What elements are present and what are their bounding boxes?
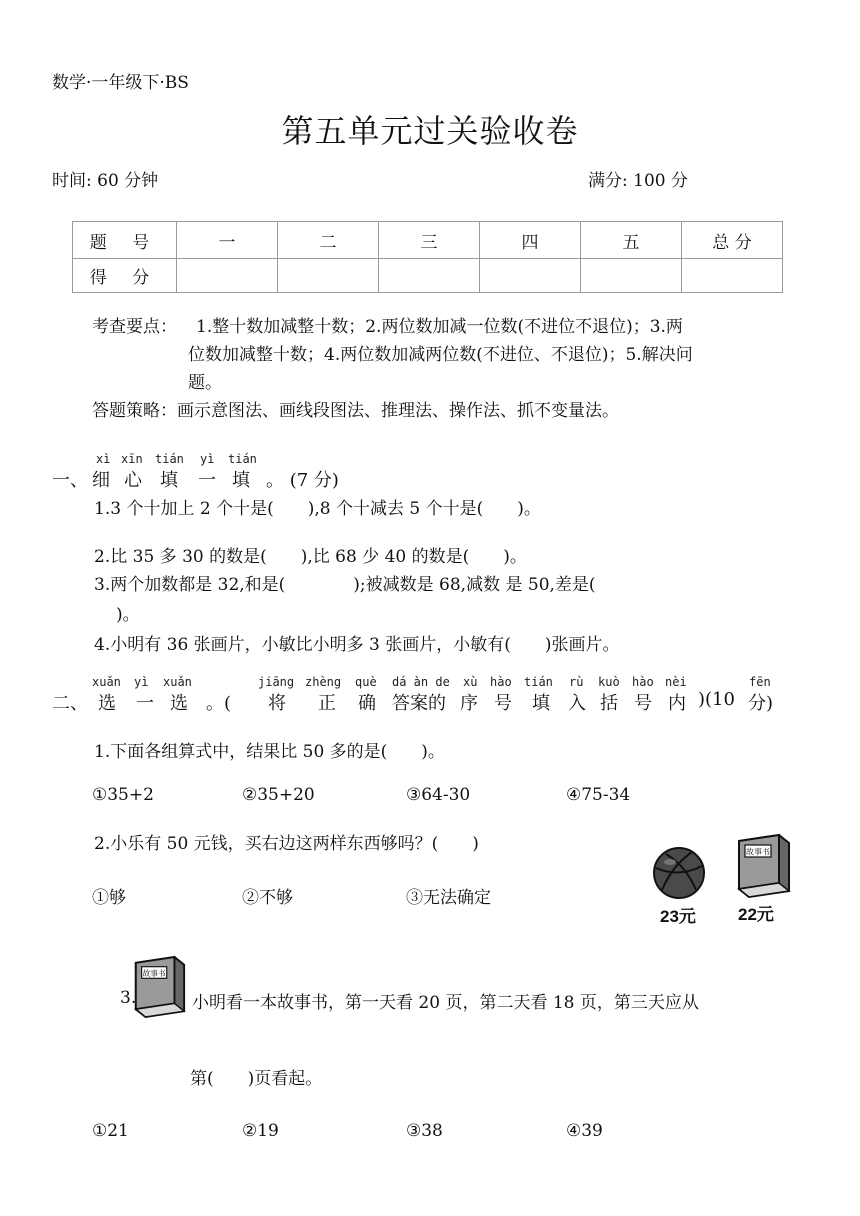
question-2-3: 小明看一本故事书，第一天看 20 页，第二天看 18 页，第三天应从: [192, 993, 699, 1013]
section-char: )(10: [698, 689, 735, 710]
requirements-line: 题。: [188, 373, 222, 393]
option[interactable]: ①35+2: [92, 785, 154, 805]
book-price: 22元: [738, 905, 774, 924]
option[interactable]: ②不够: [242, 888, 293, 908]
section-char: 。(: [206, 693, 232, 714]
section-char: 心: [124, 470, 142, 491]
section-char: 细: [92, 470, 110, 491]
subject-line: 数学·一年级下·BS: [52, 73, 189, 93]
question-2-1: 1.下面各组算式中，结果比 50 多的是( )。: [94, 742, 445, 762]
question-2-2: 2.小乐有 50 元钱，买右边这两样东西够吗？( ): [94, 834, 479, 854]
ball-price: 23元: [660, 907, 696, 926]
strategy-line: 答题策略：画示意图法、画线段图法、推理法、操作法、抓不变量法。: [92, 401, 619, 421]
pinyin: tián: [155, 452, 184, 466]
question-1-2: 2.比 35 多 30 的数是( ),比 68 少 40 的数是( )。: [94, 547, 527, 567]
section-char: 号: [494, 693, 512, 714]
question-1-1: 1.3 个十加上 2 个十是( ),8 个十减去 5 个十是( )。: [94, 499, 541, 519]
section-char: 填: [232, 470, 250, 491]
score-input-cell[interactable]: [682, 259, 783, 293]
exam-time: 时间: 60 分钟: [52, 171, 159, 191]
score-header-cell: 题 号: [73, 222, 177, 259]
score-header-cell: 四: [480, 222, 581, 259]
pinyin: fēn: [749, 675, 771, 689]
pinyin: hào: [632, 675, 654, 689]
full-score: 满分: 100 分: [588, 171, 688, 191]
section-char: 填: [532, 693, 550, 714]
option[interactable]: ③38: [406, 1121, 443, 1141]
score-header-cell: 五: [581, 222, 682, 259]
story-book-icon: [733, 833, 793, 899]
section-char: 选: [170, 693, 188, 714]
section-char: 一: [198, 470, 216, 491]
pinyin: tián: [524, 675, 553, 689]
pinyin: xīn: [121, 452, 143, 466]
pinyin: xuǎn: [163, 675, 192, 689]
section-points: 。 (7 分): [266, 470, 339, 491]
section-char: 内: [668, 693, 686, 714]
pinyin: què: [355, 675, 377, 689]
option[interactable]: ③无法确定: [406, 888, 491, 908]
score-input-cell[interactable]: [278, 259, 379, 293]
section-char: 确: [358, 693, 376, 714]
score-input-cell[interactable]: [177, 259, 278, 293]
pinyin: kuò: [598, 675, 620, 689]
pinyin: dá àn de: [392, 675, 450, 689]
question-1-3: 3.两个加数都是 32,和是( );被减数是 68,减数 是 50,差是(: [94, 575, 596, 595]
section-char: 正: [318, 693, 336, 714]
section-char: 答案的: [392, 693, 446, 714]
option[interactable]: ④39: [566, 1121, 603, 1141]
requirements-label: 考查要点：: [92, 317, 177, 337]
score-header-cell: 三: [379, 222, 480, 259]
pinyin: tián: [228, 452, 257, 466]
pinyin: zhèng: [305, 675, 342, 689]
pinyin: hào: [490, 675, 512, 689]
book-cover-label: 故事书: [746, 847, 770, 857]
question-1-3-tail: )。: [116, 605, 140, 625]
section-char: 号: [634, 693, 652, 714]
question-2-3-number: 3.: [120, 988, 137, 1008]
score-input-cell[interactable]: [379, 259, 480, 293]
question-1-4: 4.小明有 36 张画片，小敏比小明多 3 张画片，小敏有( )张画片。: [94, 635, 620, 655]
score-header-cell: 二: [278, 222, 379, 259]
section-number: 二、: [52, 693, 88, 714]
section-char: 括: [600, 693, 618, 714]
pinyin: nèi: [665, 675, 687, 689]
pinyin: yì: [200, 452, 215, 466]
pinyin: xì: [96, 452, 111, 466]
section-char: 分): [748, 693, 774, 714]
section-char: 填: [160, 470, 178, 491]
option[interactable]: ④75-34: [566, 785, 631, 805]
score-table: [72, 221, 783, 293]
score-row-label: 得 分: [73, 259, 177, 293]
pinyin: xuǎn: [92, 675, 121, 689]
pinyin: xù: [463, 675, 478, 689]
page-title: 第五单元过关验收卷: [281, 112, 579, 150]
requirements-line: 1.整十数加减整十数；2.两位数加减一位数(不进位不退位)；3.两: [196, 317, 683, 337]
option[interactable]: ③64-30: [406, 785, 471, 805]
section-number: 一、: [52, 470, 88, 491]
score-table-header-row: [73, 222, 783, 259]
option[interactable]: ②19: [242, 1121, 279, 1141]
story-book-icon: [130, 955, 188, 1019]
score-input-cell[interactable]: [581, 259, 682, 293]
section-char: 序: [460, 693, 478, 714]
section-char: 入: [568, 693, 586, 714]
basketball-icon: [652, 846, 706, 900]
score-table-score-row: [73, 259, 783, 293]
option[interactable]: ②35+20: [242, 785, 315, 805]
pinyin: rù: [569, 675, 584, 689]
section-char: 将: [268, 693, 286, 714]
book-cover-label: 故事书: [142, 968, 166, 978]
option[interactable]: ①够: [92, 888, 126, 908]
section-char: 选: [98, 693, 116, 714]
score-header-cell: 一: [177, 222, 278, 259]
pinyin: jiāng: [258, 675, 295, 689]
question-2-3-tail: 第( )页看起。: [190, 1069, 323, 1089]
requirements-line: 位数加减整十数；4.两位数加减两位数(不进位、不退位)；5.解决问: [188, 345, 693, 365]
score-header-cell: 总 分: [682, 222, 783, 259]
pinyin: yì: [134, 675, 149, 689]
section-char: 一: [136, 693, 154, 714]
score-input-cell[interactable]: [480, 259, 581, 293]
option[interactable]: ①21: [92, 1121, 129, 1141]
